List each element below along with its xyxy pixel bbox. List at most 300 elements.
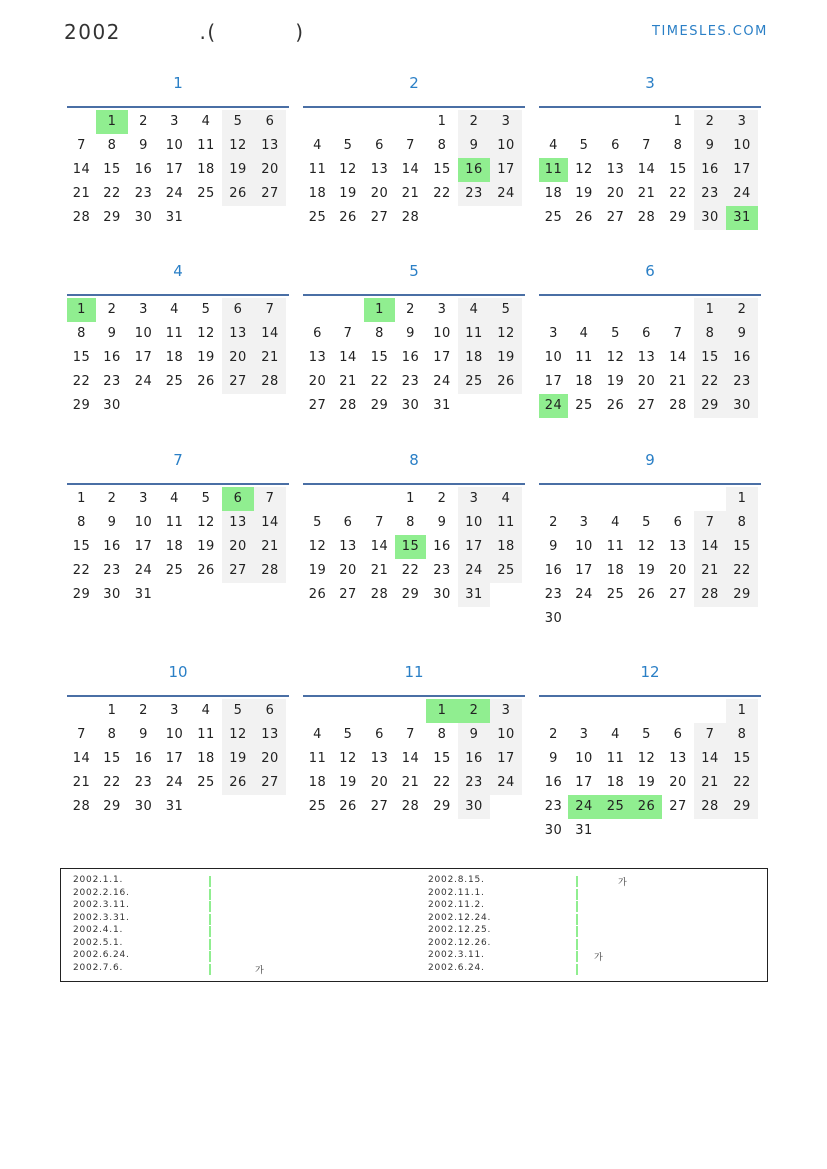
day-cell[interactable]: 12 — [222, 134, 254, 158]
day-cell[interactable]: 28 — [370, 587, 389, 602]
day-cell[interactable]: 2 — [139, 703, 148, 718]
day-cell[interactable]: 16 — [401, 350, 420, 365]
day-cell[interactable]: 7 — [375, 515, 384, 530]
day-cell[interactable]: 4 — [611, 515, 620, 530]
day-cell[interactable]: 20 — [370, 186, 389, 201]
day-cell[interactable]: 16 — [103, 539, 121, 554]
day-cell[interactable]: 27 — [339, 587, 357, 602]
day-cell[interactable]: 9 — [549, 539, 558, 554]
day-cell[interactable]: 5 — [201, 302, 211, 317]
day-cell[interactable]: 14 — [254, 511, 286, 535]
day-cell[interactable]: 3 — [139, 302, 148, 317]
day-cell[interactable]: 31 — [165, 210, 184, 225]
day-cell[interactable]: 29 — [726, 583, 758, 607]
day-cell[interactable]: 29 — [694, 394, 726, 418]
day-cell[interactable]: 27 — [637, 398, 656, 413]
day-cell[interactable]: 4 — [313, 727, 322, 742]
day-cell[interactable]: 4 — [201, 114, 211, 129]
day-cell[interactable]: 22 — [370, 374, 389, 389]
day-cell[interactable]: 5 — [343, 138, 353, 153]
day-cell[interactable]: 20 — [222, 346, 254, 370]
day-cell[interactable]: 28 — [401, 210, 420, 225]
day-cell[interactable]: 17 — [575, 775, 593, 790]
day-cell[interactable]: 15 — [433, 162, 451, 177]
day-cell[interactable]: 29 — [669, 210, 687, 225]
day-cell[interactable]: 3 — [139, 491, 148, 506]
day-cell[interactable]: 1 — [67, 298, 96, 322]
day-cell[interactable]: 4 — [549, 138, 558, 153]
day-cell[interactable]: 21 — [72, 186, 91, 201]
day-cell[interactable]: 22 — [72, 563, 91, 578]
day-cell[interactable]: 26 — [606, 398, 625, 413]
day-cell[interactable]: 31 — [165, 799, 184, 814]
day-cell[interactable]: 12 — [308, 539, 327, 554]
day-cell[interactable]: 31 — [575, 823, 593, 838]
day-cell[interactable]: 14 — [694, 747, 726, 771]
day-cell[interactable]: 18 — [165, 539, 184, 554]
day-cell[interactable]: 18 — [490, 535, 522, 559]
day-cell[interactable]: 11 — [197, 727, 215, 742]
day-cell[interactable]: 1 — [406, 491, 415, 506]
day-cell[interactable]: 19 — [637, 775, 656, 790]
day-cell[interactable]: 10 — [433, 326, 451, 341]
day-cell[interactable]: 30 — [103, 587, 121, 602]
day-cell[interactable]: 26 — [490, 370, 522, 394]
day-cell[interactable]: 3 — [437, 302, 447, 317]
day-cell[interactable]: 3 — [579, 515, 589, 530]
day-cell[interactable]: 2 — [437, 491, 447, 506]
day-cell[interactable]: 11 — [575, 350, 593, 365]
day-cell[interactable]: 23 — [726, 370, 758, 394]
day-cell[interactable]: 29 — [103, 210, 121, 225]
day-cell[interactable]: 24 — [726, 182, 758, 206]
day-cell[interactable]: 26 — [222, 182, 254, 206]
day-cell[interactable]: 26 — [339, 799, 357, 814]
day-cell[interactable]: 29 — [401, 587, 420, 602]
day-cell[interactable]: 22 — [433, 186, 451, 201]
day-cell[interactable]: 25 — [458, 370, 490, 394]
day-cell[interactable]: 5 — [222, 110, 254, 134]
day-cell[interactable]: 15 — [726, 535, 758, 559]
day-cell[interactable]: 8 — [437, 138, 447, 153]
day-cell[interactable]: 19 — [637, 563, 656, 578]
day-cell[interactable]: 22 — [103, 775, 121, 790]
day-cell[interactable]: 2 — [107, 302, 117, 317]
day-cell[interactable]: 22 — [694, 370, 726, 394]
day-cell[interactable]: 30 — [103, 398, 121, 413]
day-cell[interactable]: 4 — [458, 298, 490, 322]
day-cell[interactable]: 27 — [222, 370, 254, 394]
day-cell[interactable]: 14 — [339, 350, 357, 365]
day-cell[interactable]: 9 — [726, 322, 758, 346]
day-cell[interactable]: 22 — [433, 775, 451, 790]
day-cell[interactable]: 28 — [72, 210, 91, 225]
day-cell[interactable]: 10 — [575, 539, 593, 554]
day-cell[interactable]: 26 — [575, 210, 593, 225]
day-cell[interactable]: 21 — [669, 374, 687, 389]
day-cell[interactable]: 18 — [197, 162, 215, 177]
day-cell[interactable]: 28 — [339, 398, 357, 413]
day-cell[interactable]: 6 — [254, 110, 286, 134]
day-cell[interactable]: 11 — [539, 158, 568, 182]
day-cell[interactable]: 21 — [694, 559, 726, 583]
day-cell[interactable]: 24 — [539, 394, 568, 418]
day-cell[interactable]: 11 — [197, 138, 215, 153]
day-cell[interactable]: 15 — [726, 747, 758, 771]
day-cell[interactable]: 26 — [339, 210, 357, 225]
day-cell[interactable]: 9 — [458, 723, 490, 747]
day-cell[interactable]: 10 — [490, 723, 522, 747]
day-cell[interactable]: 8 — [694, 322, 726, 346]
day-cell[interactable]: 25 — [490, 559, 522, 583]
day-cell[interactable]: 28 — [637, 210, 656, 225]
day-cell[interactable]: 9 — [406, 326, 415, 341]
day-cell[interactable]: 27 — [370, 799, 389, 814]
day-cell[interactable]: 2 — [726, 298, 758, 322]
day-cell[interactable]: 10 — [544, 350, 563, 365]
day-cell[interactable]: 12 — [637, 539, 656, 554]
day-cell[interactable]: 10 — [165, 138, 184, 153]
day-cell[interactable]: 1 — [96, 110, 128, 134]
day-cell[interactable]: 7 — [254, 487, 286, 511]
day-cell[interactable]: 18 — [308, 186, 327, 201]
day-cell[interactable]: 5 — [343, 727, 353, 742]
day-cell[interactable]: 31 — [726, 206, 758, 230]
day-cell[interactable]: 13 — [254, 723, 286, 747]
day-cell[interactable]: 24 — [165, 775, 184, 790]
day-cell[interactable]: 1 — [726, 699, 758, 723]
day-cell[interactable]: 16 — [544, 775, 563, 790]
day-cell[interactable]: 8 — [437, 727, 447, 742]
day-cell[interactable]: 21 — [401, 186, 420, 201]
day-cell[interactable]: 27 — [254, 182, 286, 206]
day-cell[interactable]: 22 — [72, 374, 91, 389]
day-cell[interactable]: 4 — [170, 302, 179, 317]
day-cell[interactable]: 6 — [673, 515, 683, 530]
day-cell[interactable]: 12 — [222, 723, 254, 747]
day-cell[interactable]: 12 — [606, 350, 625, 365]
day-cell[interactable]: 24 — [575, 587, 593, 602]
day-cell[interactable]: 1 — [77, 491, 86, 506]
day-cell[interactable]: 13 — [254, 134, 286, 158]
day-cell[interactable]: 24 — [490, 182, 522, 206]
day-cell[interactable]: 27 — [254, 771, 286, 795]
day-cell[interactable]: 21 — [254, 535, 286, 559]
day-cell[interactable]: 7 — [406, 138, 415, 153]
day-cell[interactable]: 7 — [642, 138, 651, 153]
day-cell[interactable]: 13 — [669, 751, 687, 766]
day-cell[interactable]: 24 — [458, 559, 490, 583]
day-cell[interactable]: 3 — [579, 727, 589, 742]
day-cell[interactable]: 25 — [308, 210, 327, 225]
day-cell[interactable]: 18 — [606, 563, 625, 578]
day-cell[interactable]: 26 — [308, 587, 327, 602]
day-cell[interactable]: 14 — [669, 350, 687, 365]
day-cell[interactable]: 8 — [406, 515, 415, 530]
day-cell[interactable]: 25 — [544, 210, 563, 225]
day-cell[interactable]: 16 — [134, 751, 153, 766]
day-cell[interactable]: 10 — [165, 727, 184, 742]
day-cell[interactable]: 9 — [107, 326, 117, 341]
day-cell[interactable]: 23 — [544, 799, 563, 814]
day-cell[interactable]: 6 — [642, 326, 651, 341]
day-cell[interactable]: 20 — [254, 747, 286, 771]
day-cell[interactable]: 12 — [197, 515, 215, 530]
day-cell[interactable]: 12 — [339, 751, 357, 766]
day-cell[interactable]: 10 — [134, 515, 153, 530]
day-cell[interactable]: 23 — [401, 374, 420, 389]
day-cell[interactable]: 8 — [673, 138, 683, 153]
day-cell[interactable]: 21 — [72, 775, 91, 790]
day-cell[interactable]: 6 — [611, 138, 620, 153]
day-cell[interactable]: 27 — [308, 398, 327, 413]
day-cell[interactable]: 11 — [490, 511, 522, 535]
day-cell[interactable]: 12 — [339, 162, 357, 177]
day-cell[interactable]: 5 — [490, 298, 522, 322]
day-cell[interactable]: 20 — [254, 158, 286, 182]
day-cell[interactable]: 14 — [72, 162, 91, 177]
day-cell[interactable]: 21 — [401, 775, 420, 790]
day-cell[interactable]: 24 — [134, 563, 153, 578]
day-cell[interactable]: 28 — [72, 799, 91, 814]
day-cell[interactable]: 31 — [134, 587, 153, 602]
day-cell[interactable]: 30 — [544, 823, 563, 838]
day-cell[interactable]: 6 — [313, 326, 322, 341]
day-cell[interactable]: 11 — [458, 322, 490, 346]
day-cell[interactable]: 11 — [165, 326, 184, 341]
day-cell[interactable]: 29 — [726, 795, 758, 819]
day-cell[interactable]: 14 — [401, 751, 420, 766]
day-cell[interactable]: 17 — [134, 539, 153, 554]
day-cell[interactable]: 13 — [339, 539, 357, 554]
day-cell[interactable]: 28 — [254, 370, 286, 394]
day-cell[interactable]: 23 — [544, 587, 563, 602]
day-cell[interactable]: 14 — [72, 751, 91, 766]
day-cell[interactable]: 24 — [165, 186, 184, 201]
day-cell[interactable]: 4 — [313, 138, 322, 153]
day-cell[interactable]: 11 — [308, 751, 327, 766]
day-cell[interactable]: 27 — [669, 799, 687, 814]
day-cell[interactable]: 10 — [490, 134, 522, 158]
day-cell[interactable]: 22 — [726, 771, 758, 795]
day-cell[interactable]: 2 — [549, 727, 558, 742]
day-cell[interactable]: 26 — [631, 795, 662, 819]
day-cell[interactable]: 9 — [107, 515, 117, 530]
day-cell[interactable]: 20 — [308, 374, 327, 389]
day-cell[interactable]: 6 — [673, 727, 683, 742]
day-cell[interactable]: 16 — [103, 350, 121, 365]
day-cell[interactable]: 31 — [433, 398, 451, 413]
day-cell[interactable]: 12 — [575, 162, 593, 177]
day-cell[interactable]: 5 — [611, 326, 620, 341]
day-cell[interactable]: 13 — [370, 751, 389, 766]
day-cell[interactable]: 20 — [370, 775, 389, 790]
day-cell[interactable]: 25 — [575, 398, 593, 413]
day-cell[interactable]: 11 — [308, 162, 327, 177]
day-cell[interactable]: 23 — [103, 374, 121, 389]
day-cell[interactable]: 25 — [197, 775, 215, 790]
day-cell[interactable]: 21 — [694, 771, 726, 795]
day-cell[interactable]: 27 — [370, 210, 389, 225]
day-cell[interactable]: 14 — [370, 539, 389, 554]
day-cell[interactable]: 6 — [222, 298, 254, 322]
day-cell[interactable]: 5 — [642, 515, 651, 530]
day-cell[interactable]: 1 — [673, 114, 683, 129]
day-cell[interactable]: 1 — [726, 487, 758, 511]
day-cell[interactable]: 19 — [308, 563, 327, 578]
day-cell[interactable]: 4 — [170, 491, 179, 506]
day-cell[interactable]: 4 — [490, 487, 522, 511]
day-cell[interactable]: 5 — [642, 727, 651, 742]
day-cell[interactable]: 26 — [197, 374, 215, 389]
day-cell[interactable]: 5 — [201, 491, 211, 506]
day-cell[interactable]: 3 — [170, 114, 179, 129]
day-cell[interactable]: 24 — [134, 374, 153, 389]
day-cell[interactable]: 8 — [107, 138, 117, 153]
day-cell[interactable]: 13 — [222, 322, 254, 346]
day-cell[interactable]: 13 — [308, 350, 327, 365]
brand-logo[interactable]: TIMESLES.COM — [652, 24, 768, 39]
day-cell[interactable]: 5 — [222, 699, 254, 723]
day-cell[interactable]: 17 — [575, 563, 593, 578]
day-cell[interactable]: 16 — [694, 158, 726, 182]
day-cell[interactable]: 29 — [72, 398, 91, 413]
day-cell[interactable]: 4 — [579, 326, 589, 341]
day-cell[interactable]: 17 — [433, 350, 451, 365]
day-cell[interactable]: 30 — [433, 587, 451, 602]
day-cell[interactable]: 14 — [401, 162, 420, 177]
day-cell[interactable]: 20 — [669, 775, 687, 790]
day-cell[interactable]: 18 — [544, 186, 563, 201]
day-cell[interactable]: 21 — [370, 563, 389, 578]
day-cell[interactable]: 30 — [694, 206, 726, 230]
day-cell[interactable]: 16 — [544, 563, 563, 578]
day-cell[interactable]: 23 — [433, 563, 451, 578]
day-cell[interactable]: 8 — [77, 515, 86, 530]
day-cell[interactable]: 28 — [694, 795, 726, 819]
day-cell[interactable]: 8 — [77, 326, 86, 341]
day-cell[interactable]: 18 — [165, 350, 184, 365]
day-cell[interactable]: 9 — [139, 727, 148, 742]
day-cell[interactable]: 30 — [458, 795, 490, 819]
day-cell[interactable]: 17 — [458, 535, 490, 559]
day-cell[interactable]: 7 — [694, 511, 726, 535]
day-cell[interactable]: 24 — [490, 771, 522, 795]
day-cell[interactable]: 15 — [72, 539, 91, 554]
day-cell[interactable]: 25 — [197, 186, 215, 201]
day-cell[interactable]: 7 — [77, 727, 86, 742]
day-cell[interactable]: 22 — [401, 563, 420, 578]
day-cell[interactable]: 6 — [343, 515, 353, 530]
day-cell[interactable]: 7 — [254, 298, 286, 322]
day-cell[interactable]: 27 — [669, 587, 687, 602]
day-cell[interactable]: 18 — [606, 775, 625, 790]
day-cell[interactable]: 20 — [669, 563, 687, 578]
day-cell[interactable]: 16 — [458, 158, 490, 182]
day-cell[interactable]: 15 — [103, 751, 121, 766]
day-cell[interactable]: 22 — [103, 186, 121, 201]
day-cell[interactable]: 4 — [611, 727, 620, 742]
day-cell[interactable]: 11 — [606, 751, 625, 766]
day-cell[interactable]: 25 — [600, 795, 631, 819]
day-cell[interactable]: 23 — [458, 182, 490, 206]
day-cell[interactable]: 1 — [694, 298, 726, 322]
day-cell[interactable]: 2 — [549, 515, 558, 530]
day-cell[interactable]: 1 — [426, 699, 458, 723]
day-cell[interactable]: 27 — [222, 559, 254, 583]
day-cell[interactable]: 25 — [165, 563, 184, 578]
day-cell[interactable]: 12 — [637, 751, 656, 766]
day-cell[interactable]: 21 — [339, 374, 357, 389]
day-cell[interactable]: 23 — [134, 775, 153, 790]
day-cell[interactable]: 6 — [222, 487, 254, 511]
day-cell[interactable]: 17 — [726, 158, 758, 182]
day-cell[interactable]: 20 — [606, 186, 625, 201]
day-cell[interactable]: 9 — [694, 134, 726, 158]
day-cell[interactable]: 23 — [103, 563, 121, 578]
day-cell[interactable]: 18 — [197, 751, 215, 766]
day-cell[interactable]: 10 — [134, 326, 153, 341]
day-cell[interactable]: 19 — [490, 346, 522, 370]
day-cell[interactable]: 16 — [433, 539, 451, 554]
day-cell[interactable]: 3 — [458, 487, 490, 511]
day-cell[interactable]: 18 — [575, 374, 593, 389]
day-cell[interactable]: 25 — [165, 374, 184, 389]
day-cell[interactable]: 24 — [433, 374, 451, 389]
day-cell[interactable]: 4 — [201, 703, 211, 718]
day-cell[interactable]: 29 — [103, 799, 121, 814]
day-cell[interactable]: 15 — [433, 751, 451, 766]
day-cell[interactable]: 9 — [437, 515, 447, 530]
day-cell[interactable]: 16 — [726, 346, 758, 370]
day-cell[interactable]: 17 — [490, 747, 522, 771]
day-cell[interactable]: 3 — [170, 703, 179, 718]
day-cell[interactable]: 24 — [568, 795, 600, 819]
day-cell[interactable]: 2 — [458, 110, 490, 134]
day-cell[interactable]: 16 — [134, 162, 153, 177]
day-cell[interactable]: 21 — [254, 346, 286, 370]
day-cell[interactable]: 25 — [308, 799, 327, 814]
day-cell[interactable]: 6 — [254, 699, 286, 723]
day-cell[interactable]: 15 — [395, 535, 426, 559]
day-cell[interactable]: 31 — [458, 583, 490, 607]
day-cell[interactable]: 22 — [726, 559, 758, 583]
day-cell[interactable]: 8 — [107, 727, 117, 742]
day-cell[interactable]: 28 — [254, 559, 286, 583]
day-cell[interactable]: 30 — [544, 611, 563, 626]
day-cell[interactable]: 14 — [637, 162, 656, 177]
day-cell[interactable]: 19 — [197, 350, 215, 365]
day-cell[interactable]: 13 — [222, 511, 254, 535]
day-cell[interactable]: 1 — [364, 298, 395, 322]
day-cell[interactable]: 28 — [694, 583, 726, 607]
day-cell[interactable]: 21 — [637, 186, 656, 201]
day-cell[interactable]: 27 — [606, 210, 625, 225]
day-cell[interactable]: 15 — [370, 350, 389, 365]
day-cell[interactable]: 29 — [72, 587, 91, 602]
day-cell[interactable]: 28 — [401, 799, 420, 814]
day-cell[interactable]: 7 — [694, 723, 726, 747]
day-cell[interactable]: 9 — [549, 751, 558, 766]
day-cell[interactable]: 23 — [134, 186, 153, 201]
day-cell[interactable]: 7 — [343, 326, 353, 341]
day-cell[interactable]: 13 — [637, 350, 656, 365]
day-cell[interactable]: 6 — [375, 138, 384, 153]
day-cell[interactable]: 10 — [458, 511, 490, 535]
day-cell[interactable]: 7 — [77, 138, 86, 153]
day-cell[interactable]: 13 — [669, 539, 687, 554]
day-cell[interactable]: 6 — [375, 727, 384, 742]
